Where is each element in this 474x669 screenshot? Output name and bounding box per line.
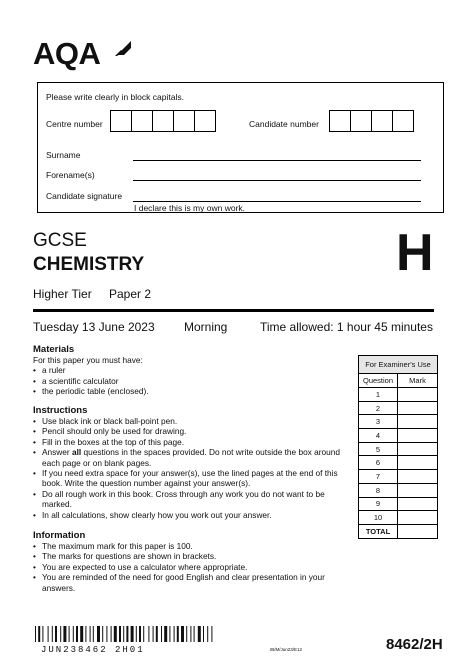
instructions-section bbox=[33, 405, 343, 520]
materials-heading: Materials bbox=[33, 344, 75, 355]
barcode-bar bbox=[114, 626, 117, 642]
table-row: 4 bbox=[359, 429, 438, 443]
mark-cell[interactable] bbox=[398, 483, 438, 497]
centre-number-label: Centre number bbox=[46, 119, 103, 129]
centre-number-cell[interactable] bbox=[152, 110, 174, 132]
centre-number-cell[interactable] bbox=[173, 110, 195, 132]
barcode-bar bbox=[169, 626, 170, 642]
barcode-bar bbox=[63, 626, 66, 642]
candidate-number-cell[interactable] bbox=[350, 110, 372, 132]
paper-code: 8462/2H bbox=[386, 636, 443, 653]
paper-label: Paper 2 bbox=[109, 287, 152, 301]
barcode-bar bbox=[93, 626, 94, 642]
barcode-bar bbox=[143, 626, 144, 642]
barcode-bar bbox=[119, 626, 121, 642]
declaration-text: I declare this is my own work. bbox=[134, 203, 246, 213]
barcode-bar bbox=[80, 626, 83, 642]
surname-label: Surname bbox=[46, 150, 81, 160]
table-row: 7 bbox=[359, 470, 438, 484]
question-column-header: Question bbox=[359, 374, 398, 388]
centre-number-cell[interactable] bbox=[131, 110, 153, 132]
barcode-bar bbox=[106, 626, 107, 642]
title-divider bbox=[33, 309, 434, 312]
surname-field[interactable] bbox=[133, 160, 421, 161]
total-mark-cell[interactable] bbox=[398, 524, 438, 538]
barcode-bar bbox=[60, 626, 61, 642]
mark-cell[interactable] bbox=[398, 497, 438, 511]
mark-cell[interactable] bbox=[398, 456, 438, 470]
barcode-bar bbox=[136, 626, 137, 642]
information-heading: Information bbox=[33, 530, 86, 541]
barcode-bar bbox=[69, 626, 70, 642]
list-item: • the periodic table (enclosed). bbox=[33, 386, 353, 396]
candidate-details-box bbox=[37, 82, 444, 213]
barcode-bar bbox=[131, 626, 134, 642]
barcode-text: JUN238462 2H01 bbox=[41, 645, 145, 655]
table-row: 5 bbox=[359, 442, 438, 456]
candidate-number-label: Candidate number bbox=[249, 119, 319, 129]
forenames-label: Forename(s) bbox=[46, 170, 95, 180]
list-item: • a scientific calculator bbox=[33, 376, 353, 386]
mark-cell[interactable] bbox=[398, 442, 438, 456]
tier-letter: H bbox=[396, 224, 434, 282]
barcode-bar bbox=[111, 626, 112, 642]
list-item: • If you need extra space for your answer(s), use the lined pages at the end of this book. Write the question number against your answer(s). bbox=[33, 468, 343, 489]
table-row: 10 bbox=[359, 511, 438, 525]
tier-label: Higher Tier bbox=[33, 287, 92, 301]
block-capitals-instruction: Please write clearly in block capitals. bbox=[46, 92, 184, 102]
candidate-number-cell[interactable] bbox=[392, 110, 414, 132]
information-section bbox=[33, 530, 333, 593]
centre-number-field[interactable] bbox=[111, 110, 216, 132]
table-row: 6 bbox=[359, 456, 438, 470]
barcode-bar bbox=[90, 626, 91, 642]
centre-number-cell[interactable] bbox=[194, 110, 216, 132]
list-item: • Pencil should only be used for drawing. bbox=[33, 426, 343, 436]
barcode-bar bbox=[42, 626, 43, 642]
mark-cell[interactable] bbox=[398, 429, 438, 443]
table-row: 9 bbox=[359, 497, 438, 511]
mark-cell[interactable] bbox=[398, 388, 438, 402]
mark-cell[interactable] bbox=[398, 415, 438, 429]
list-item: • You are expected to use a calculator where appropriate. bbox=[33, 562, 333, 572]
list-item: • In all calculations, show clearly how you work out your answer. bbox=[33, 510, 343, 520]
candidate-number-cell[interactable] bbox=[371, 110, 393, 132]
examiner-table-title: For Examiner's Use bbox=[359, 356, 438, 374]
total-label: TOTAL bbox=[359, 524, 398, 538]
exam-date: Tuesday 13 June 2023 bbox=[33, 320, 155, 334]
subject-title: CHEMISTRY bbox=[33, 254, 145, 275]
mark-column-header: Mark bbox=[398, 374, 438, 388]
barcode bbox=[35, 626, 215, 642]
table-row: 1 bbox=[359, 388, 438, 402]
barcode-bar bbox=[55, 626, 57, 642]
barcode-bar bbox=[186, 626, 187, 642]
barcode-bar bbox=[97, 626, 100, 642]
exam-session: Morning bbox=[184, 320, 228, 334]
barcode-bar bbox=[139, 626, 141, 642]
barcode-bar bbox=[194, 626, 195, 642]
barcode-bar bbox=[123, 626, 124, 642]
table-row: 8 bbox=[359, 483, 438, 497]
barcode-bar bbox=[161, 626, 162, 642]
mark-cell[interactable] bbox=[398, 470, 438, 484]
qualification-title: GCSE bbox=[33, 230, 87, 251]
materials-section bbox=[33, 344, 353, 397]
barcode-bar bbox=[148, 626, 149, 642]
centre-number-cell[interactable] bbox=[110, 110, 132, 132]
aqa-logo-mark-icon bbox=[115, 39, 133, 57]
barcode-bar bbox=[207, 626, 208, 642]
candidate-number-cell[interactable] bbox=[329, 110, 351, 132]
barcode-bar bbox=[76, 626, 78, 642]
barcode-bar bbox=[102, 626, 103, 642]
document-reference: IB/M/Jun23/E12 bbox=[270, 647, 303, 652]
examiner-use-table bbox=[358, 355, 438, 539]
forenames-field[interactable] bbox=[133, 180, 421, 181]
list-item: • a ruler bbox=[33, 365, 353, 375]
list-item: • You are reminded of the need for good English and clear presentation in your answers. bbox=[33, 572, 333, 593]
barcode-bar bbox=[85, 626, 86, 642]
list-item: • Fill in the boxes at the top of this page. bbox=[33, 437, 343, 447]
list-item: • Answer all questions in the spaces provided. Do not write outside the box around each page or on blank pages. bbox=[33, 447, 343, 468]
mark-cell[interactable] bbox=[398, 401, 438, 415]
barcode-bar bbox=[198, 626, 201, 642]
candidate-number-field[interactable] bbox=[330, 110, 414, 132]
barcode-bar bbox=[174, 626, 175, 642]
table-row: 3 bbox=[359, 415, 438, 429]
barcode-bar bbox=[190, 626, 191, 642]
mark-cell[interactable] bbox=[398, 511, 438, 525]
barcode-bar bbox=[156, 626, 158, 642]
barcode-bar bbox=[153, 626, 154, 642]
barcode-bar bbox=[181, 626, 184, 642]
time-allowed: Time allowed: 1 hour 45 minutes bbox=[260, 320, 433, 334]
signature-field[interactable] bbox=[133, 201, 421, 202]
barcode-bar bbox=[48, 626, 49, 642]
barcode-bar bbox=[211, 626, 212, 642]
total-row bbox=[359, 524, 438, 538]
barcode-bar bbox=[38, 626, 40, 642]
table-row: 2 bbox=[359, 401, 438, 415]
list-item: • Do all rough work in this book. Cross through any work you do not want to be marked. bbox=[33, 489, 343, 510]
materials-intro: For this paper you must have: bbox=[33, 355, 143, 365]
list-item: • The maximum mark for this paper is 100. bbox=[33, 541, 333, 551]
signature-label: Candidate signature bbox=[46, 191, 123, 201]
barcode-bar bbox=[177, 626, 179, 642]
barcode-bar bbox=[35, 626, 36, 642]
barcode-bar bbox=[164, 626, 167, 642]
barcode-bar bbox=[203, 626, 204, 642]
list-item: • Use black ink or black ball-point pen. bbox=[33, 416, 343, 426]
barcode-bar bbox=[73, 626, 74, 642]
list-item: • The marks for questions are shown in brackets. bbox=[33, 551, 333, 561]
instructions-heading: Instructions bbox=[33, 405, 88, 416]
aqa-logo: AQA bbox=[33, 36, 101, 71]
barcode-bar bbox=[126, 626, 128, 642]
barcode-bar bbox=[52, 626, 53, 642]
